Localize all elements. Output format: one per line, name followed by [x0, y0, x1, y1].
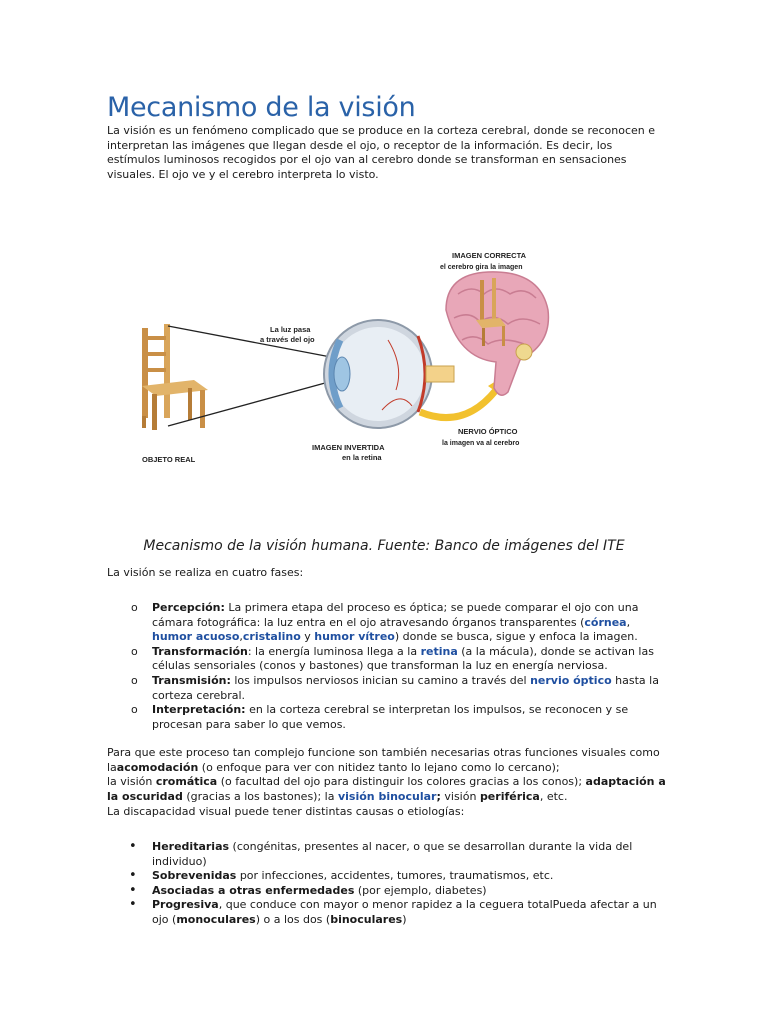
- item-text: ): [402, 912, 407, 926]
- list-item: [107, 601, 667, 645]
- label-image-to-brain: la imagen va al cerebro: [442, 440, 520, 447]
- list-item: [107, 674, 667, 703]
- term-asociadas: Asociadas a otras enfermedades: [152, 883, 355, 897]
- item-text: (a la mácula), donde se activan las células sensoriales (conos y bastones) que transforman la luz en energía nerviosa.: [152, 644, 654, 673]
- item-text: , que conduce con mayor o menor rapidez a la ceguera totalPueda afectar a un ojo (: [152, 898, 657, 926]
- bullet-marker: •: [129, 839, 137, 854]
- term-monoculares: monoculares: [176, 912, 256, 926]
- link-cornea[interactable]: córnea: [584, 615, 627, 629]
- brain-illustration: [446, 272, 548, 395]
- paragraph-text: (o enfoque para ver con nitidez tanto lo lejano como lo cercano);: [198, 760, 560, 774]
- item-text: ) o a los dos (: [255, 912, 331, 926]
- term-sobrevenidas: Sobrevenidas: [152, 869, 237, 883]
- eye-illustration: [324, 320, 454, 428]
- figure-caption: Mecanismo de la visión humana. Fuente: Banco de imágenes del ITE: [143, 538, 625, 554]
- paragraph-text: Para que este proceso tan complejo funcione son también necesarias otras funciones visuales como la: [107, 746, 660, 774]
- item-text: ) donde se busca, sigue y enfoca la imagen.: [394, 630, 638, 644]
- term-cromatica: cromática: [155, 775, 218, 789]
- item-text: (congénitas, presentes al nacer, o que se desarrollan durante la vida del individuo): [152, 840, 633, 868]
- term-progresiva: Progresiva: [152, 898, 219, 912]
- list-item: [107, 898, 667, 927]
- list-marker: o: [131, 673, 138, 687]
- label-real-object: OBJETO REAL: [142, 455, 196, 464]
- term-periferica: periférica: [479, 789, 540, 803]
- item-text: por infecciones, accidentes, tumores, traumatismos, etc.: [236, 869, 554, 883]
- intro-paragraph: La visión es un fenómeno complicado que se produce en la corteza cerebral, donde se reconocen e interpretan las imágenes que llegan desde el ojo, o receptor de la información. Es decir, los estímulos luminosos recogidos por el ojo van al cerebro donde se transforman en sensaciones visuales. El ojo ve y el cerebro interpreta lo visto.: [107, 124, 656, 181]
- term-hereditarias: Hereditarias: [152, 840, 230, 853]
- label-optic-nerve: NERVIO ÓPTICO: [458, 427, 518, 436]
- separator: ,: [626, 615, 631, 629]
- term-binoculares: binoculares: [330, 912, 403, 926]
- phases-list: [107, 601, 667, 732]
- list-item: [107, 645, 667, 674]
- list-item: [107, 884, 667, 899]
- causes-intro: La discapacidad visual puede tener distintas causas o etiologías:: [107, 805, 465, 818]
- label-light-2: a través del ojo: [260, 335, 315, 344]
- label-light: La luz pasa: [270, 325, 311, 334]
- label-correct-image: IMAGEN CORRECTA: [452, 251, 527, 260]
- page-title: Mecanismo de la visión: [107, 92, 416, 123]
- item-text: : la energía luminosa llega a la: [247, 644, 421, 658]
- item-text: en la corteza cerebral se interpretan los impulsos, se reconocen y se procesan para saber lo que vemos.: [152, 703, 629, 731]
- phases-intro: La visión se realiza en cuatro fases:: [107, 566, 304, 579]
- list-item: [107, 840, 667, 869]
- list-item: [107, 869, 667, 884]
- term-transformacion: Transformación: [152, 644, 248, 658]
- vision-mechanism-figure: [128, 240, 568, 472]
- causes-list: [107, 840, 667, 928]
- link-retina[interactable]: retina: [420, 644, 458, 658]
- semicolon: ;: [436, 789, 441, 803]
- term-adaptacion: adaptación a la oscuridad: [107, 775, 666, 803]
- arrow-icon: [420, 390, 496, 418]
- link-humor-vitreo[interactable]: humor vítreo: [314, 630, 395, 644]
- separator: y: [300, 630, 315, 644]
- list-item: [107, 703, 667, 732]
- paragraph-text: , etc.: [539, 789, 568, 803]
- link-cristalino[interactable]: cristalino: [242, 630, 301, 644]
- term-transmision: Transmisión:: [152, 673, 231, 687]
- bullet-marker: •: [129, 882, 137, 898]
- paragraph-text: la visión: [107, 775, 156, 789]
- label-retina: en la retina: [342, 453, 382, 462]
- list-marker: o: [131, 644, 138, 658]
- chair-illustration: [142, 324, 208, 430]
- paragraph-text: (gracias a los bastones); la: [182, 789, 338, 803]
- label-inverted-image: IMAGEN INVERTIDA: [312, 443, 385, 452]
- functions-paragraph: [107, 746, 667, 804]
- link-humor-acuoso[interactable]: humor acuoso: [152, 630, 240, 644]
- item-text: La primera etapa del proceso es óptica; se puede comparar el ojo con una cámara fotográfica: la luz entra en el ojo atravesando órganos transparentes (: [152, 601, 639, 629]
- link-nervio-optico[interactable]: nervio óptico: [530, 673, 612, 687]
- paragraph-text: visión: [440, 789, 480, 803]
- term-acomodacion: acomodación: [116, 760, 199, 774]
- label-brain-rotates: el cerebro gira la imagen: [440, 264, 523, 271]
- term-percepcion: Percepción:: [152, 601, 225, 614]
- bullet-marker: •: [129, 897, 137, 913]
- separator: ,: [239, 630, 243, 644]
- link-vision-binocular[interactable]: visión binocular: [337, 789, 437, 803]
- list-marker: o: [131, 703, 138, 717]
- item-text: hasta la corteza cerebral.: [152, 673, 659, 702]
- term-interpretacion: Interpretación:: [152, 703, 246, 717]
- list-marker: o: [131, 601, 138, 614]
- item-text: los impulsos nerviosos inician su camino a través del: [230, 673, 531, 687]
- item-text: (por ejemplo, diabetes): [354, 883, 487, 897]
- paragraph-text: (o facultad del ojo para distinguir los colores gracias a los conos);: [217, 775, 586, 789]
- bullet-marker: •: [129, 868, 137, 884]
